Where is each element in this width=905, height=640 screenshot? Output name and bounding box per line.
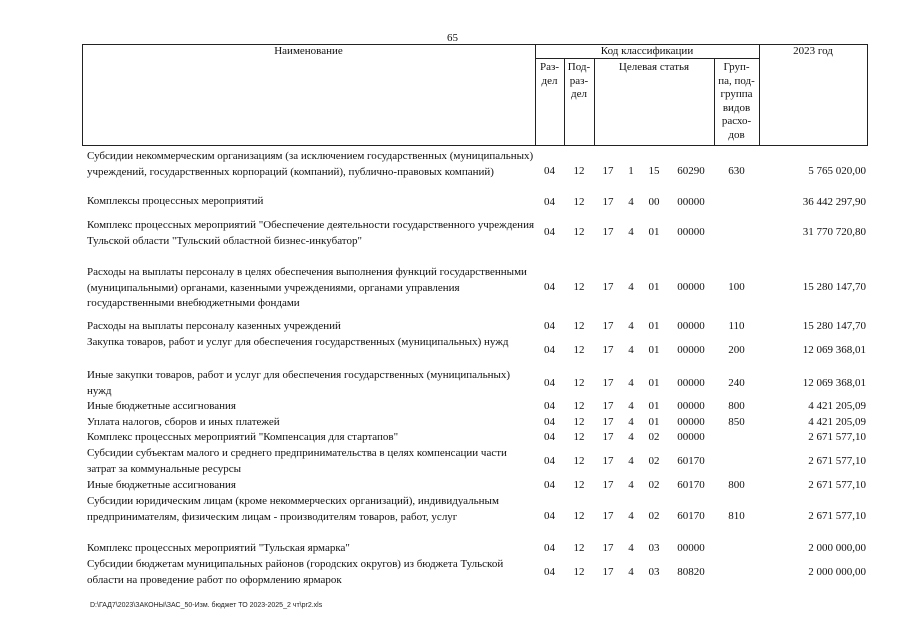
row-code-t2: 4 — [628, 344, 634, 356]
row-amount: 12 069 368,01 — [802, 344, 866, 356]
row-code-t1: 17 — [602, 320, 614, 332]
row-code-pr: 12 — [573, 344, 585, 356]
table-row — [82, 194, 868, 212]
header-razdel: Раз- дел — [539, 61, 559, 87]
row-amount: 31 770 720,80 — [802, 226, 866, 238]
row-amount: 2 671 577,10 — [808, 510, 866, 522]
file-path-footer: D:\ГАД7\2023\ЗАКОНЫ\ЗАС_50-Изм. бюджет ТО 2023-2025_2 чт\pr2.xls — [90, 602, 323, 609]
table-row — [82, 557, 868, 589]
row-amount: 15 280 147,70 — [802, 281, 866, 293]
row-code-t4: 00000 — [677, 400, 705, 412]
row-code-pr: 12 — [573, 377, 585, 389]
page-number: 65 — [447, 32, 458, 44]
row-code-t4: 60170 — [677, 510, 705, 522]
row-code-r: 04 — [544, 542, 555, 554]
row-name: Закупка товаров, работ и услуг для обеспечения государственных (муниципальных) нужд — [87, 336, 509, 348]
row-code-t4: 00000 — [677, 431, 705, 443]
header-name: Наименование — [274, 45, 343, 57]
row-code-t3: 02 — [648, 455, 660, 467]
row-name: Иные бюджетные ассигнования — [87, 400, 236, 412]
row-amount: 4 421 205,09 — [808, 400, 866, 412]
row-code-t1: 17 — [602, 479, 614, 491]
row-code-pr: 12 — [573, 400, 585, 412]
row-code-t3: 00 — [648, 196, 660, 208]
row-code-r: 04 — [544, 165, 555, 177]
row-code-t4: 80820 — [677, 566, 705, 578]
row-code-r: 04 — [544, 196, 555, 208]
row-code-vr: 200 — [728, 344, 745, 356]
row-amount: 2 000 000,00 — [808, 566, 866, 578]
header-year: 2023 год — [793, 45, 833, 57]
row-code-t1: 17 — [602, 344, 614, 356]
row-code-r: 04 — [544, 226, 555, 238]
row-code-r: 04 — [544, 281, 555, 293]
row-code-r: 04 — [544, 320, 555, 332]
row-code-t4: 00000 — [677, 281, 705, 293]
row-code-t1: 17 — [602, 510, 614, 522]
row-name: Субсидии юридическим лицам (кроме некоммерческих организаций), индивидуальным предпринимателям, физическим лицам - производителям товаров, работ, услуг — [87, 495, 499, 523]
row-code-pr: 12 — [573, 455, 585, 467]
row-code-t1: 17 — [602, 196, 614, 208]
row-code-t2: 4 — [628, 542, 634, 554]
row-amount: 15 280 147,70 — [802, 320, 866, 332]
row-code-t2: 4 — [628, 455, 634, 467]
row-code-r: 04 — [544, 510, 555, 522]
row-code-t3: 01 — [648, 226, 660, 238]
header-code: Код классификации — [600, 45, 694, 57]
table-row — [82, 218, 868, 248]
row-code-t4: 00000 — [677, 196, 705, 208]
table-row — [82, 399, 868, 415]
row-code-vr: 800 — [728, 400, 745, 412]
table-row — [82, 319, 868, 335]
row-amount: 2 671 577,10 — [808, 455, 866, 467]
row-name: Субсидии бюджетам муниципальных районов (городских округов) из бюджета Тульской области на проведение работ по оформлению ярмарок — [87, 558, 504, 586]
row-amount: 2 671 577,10 — [808, 479, 866, 491]
row-code-t3: 01 — [648, 320, 660, 332]
row-code-t1: 17 — [602, 377, 614, 389]
row-code-t3: 15 — [648, 165, 660, 177]
row-code-pr: 12 — [573, 542, 585, 554]
row-code-t3: 01 — [648, 400, 660, 412]
row-code-vr: 850 — [728, 416, 745, 428]
header-podrazdel: Под- раз- дел — [567, 61, 591, 101]
row-code-t4: 60290 — [677, 165, 705, 177]
row-code-pr: 12 — [573, 320, 585, 332]
table-row — [82, 149, 868, 195]
row-code-t2: 4 — [628, 281, 634, 293]
row-code-r: 04 — [544, 400, 555, 412]
table-row — [82, 335, 868, 367]
row-code-vr: 800 — [728, 479, 745, 491]
row-code-t2: 4 — [628, 320, 634, 332]
row-code-r: 04 — [544, 566, 555, 578]
row-name: Уплата налогов, сборов и иных платежей — [87, 416, 280, 428]
row-name: Комплекс процессных мероприятий "Тульская ярмарка" — [87, 542, 350, 554]
row-name: Комплекс процессных мероприятий "Компенсация для стартапов" — [87, 431, 399, 443]
row-code-t4: 00000 — [677, 377, 705, 389]
row-code-vr: 100 — [728, 281, 745, 293]
row-code-vr: 630 — [728, 165, 745, 177]
row-code-t3: 02 — [648, 510, 660, 522]
row-code-t1: 17 — [602, 566, 614, 578]
header-target: Целевая статья — [618, 61, 690, 73]
row-code-r: 04 — [544, 431, 555, 443]
row-code-r: 04 — [544, 344, 555, 356]
row-code-t3: 02 — [648, 431, 660, 443]
row-amount: 2 671 577,10 — [808, 431, 866, 443]
row-name: Комплекс процессных мероприятий "Обеспечение деятельности государственного учреждения Тульской области "Тульский областной бизнес-инкубатор" — [87, 219, 535, 247]
row-code-t3: 01 — [648, 377, 660, 389]
row-code-t2: 4 — [628, 510, 634, 522]
row-code-t1: 17 — [602, 281, 614, 293]
row-amount: 12 069 368,01 — [802, 377, 866, 389]
row-code-t3: 02 — [648, 479, 660, 491]
table-row — [82, 446, 868, 478]
row-code-t3: 01 — [648, 281, 660, 293]
row-code-t4: 00000 — [677, 542, 705, 554]
row-code-pr: 12 — [573, 226, 585, 238]
row-code-pr: 12 — [573, 479, 585, 491]
row-amount: 36 442 297,90 — [802, 196, 866, 208]
row-name: Иные закупки товаров, работ и услуг для обеспечения государственных (муниципальных) нужд — [87, 369, 511, 397]
row-code-t2: 4 — [628, 566, 634, 578]
row-code-r: 04 — [544, 455, 555, 467]
table-row — [82, 494, 868, 540]
row-name: Расходы на выплаты персоналу казенных учреждений — [87, 320, 341, 332]
row-name: Комплексы процессных мероприятий — [87, 195, 264, 207]
row-code-t4: 00000 — [677, 344, 705, 356]
row-code-pr: 12 — [573, 510, 585, 522]
row-code-pr: 12 — [573, 196, 585, 208]
row-code-t2: 1 — [628, 165, 634, 177]
row-code-t2: 4 — [628, 431, 634, 443]
row-amount: 2 000 000,00 — [808, 542, 866, 554]
row-code-t4: 60170 — [677, 479, 705, 491]
table-row — [82, 265, 868, 311]
row-code-t3: 03 — [648, 566, 660, 578]
row-name: Субсидии некоммерческим организациям (за исключением государственных (муниципальных) учреждений, государственных корпораций (компаний), публично-правовых компаний) — [87, 150, 534, 178]
row-name: Иные бюджетные ассигнования — [87, 479, 236, 491]
table-row — [82, 478, 868, 494]
row-code-r: 04 — [544, 479, 555, 491]
row-code-pr: 12 — [573, 416, 585, 428]
row-code-r: 04 — [544, 377, 555, 389]
row-code-t2: 4 — [628, 226, 634, 238]
row-code-t1: 17 — [602, 431, 614, 443]
row-amount: 5 765 020,00 — [808, 165, 866, 177]
row-code-t2: 4 — [628, 196, 634, 208]
row-amount: 4 421 205,09 — [808, 416, 866, 428]
header-group: Груп- па, под- группа видов расхо- дов — [718, 61, 755, 141]
row-code-t2: 4 — [628, 400, 634, 412]
table-header — [82, 44, 868, 146]
row-code-t1: 17 — [602, 542, 614, 554]
row-code-pr: 12 — [573, 165, 585, 177]
row-code-t1: 17 — [602, 165, 614, 177]
row-code-t1: 17 — [602, 455, 614, 467]
row-code-t3: 01 — [648, 416, 660, 428]
row-code-t1: 17 — [602, 416, 614, 428]
table-row — [82, 541, 868, 557]
row-code-r: 04 — [544, 416, 555, 428]
row-code-t2: 4 — [628, 377, 634, 389]
row-name: Субсидии субъектам малого и среднего предпринимательства в целях компенсации части затрат за коммунальные ресурсы — [87, 447, 507, 475]
table-row — [82, 430, 868, 446]
row-code-t2: 4 — [628, 479, 634, 491]
row-code-vr: 810 — [728, 510, 745, 522]
row-code-t4: 00000 — [677, 320, 705, 332]
row-code-t2: 4 — [628, 416, 634, 428]
row-name: Расходы на выплаты персоналу в целях обеспечения выполнения функций государственными (муниципальными) органами, казенными учреждениями, органами управления государственными внебюджетными фондами — [87, 266, 527, 309]
row-code-vr: 240 — [728, 377, 745, 389]
row-code-t1: 17 — [602, 400, 614, 412]
row-code-t4: 60170 — [677, 455, 705, 467]
row-code-t4: 00000 — [677, 416, 705, 428]
row-code-t3: 01 — [648, 344, 660, 356]
row-code-pr: 12 — [573, 431, 585, 443]
row-code-pr: 12 — [573, 566, 585, 578]
row-code-t3: 03 — [648, 542, 660, 554]
table-row — [82, 415, 868, 431]
row-code-pr: 12 — [573, 281, 585, 293]
row-code-t1: 17 — [602, 226, 614, 238]
table-row — [82, 368, 868, 400]
row-code-t4: 00000 — [677, 226, 705, 238]
row-code-vr: 110 — [728, 320, 745, 332]
